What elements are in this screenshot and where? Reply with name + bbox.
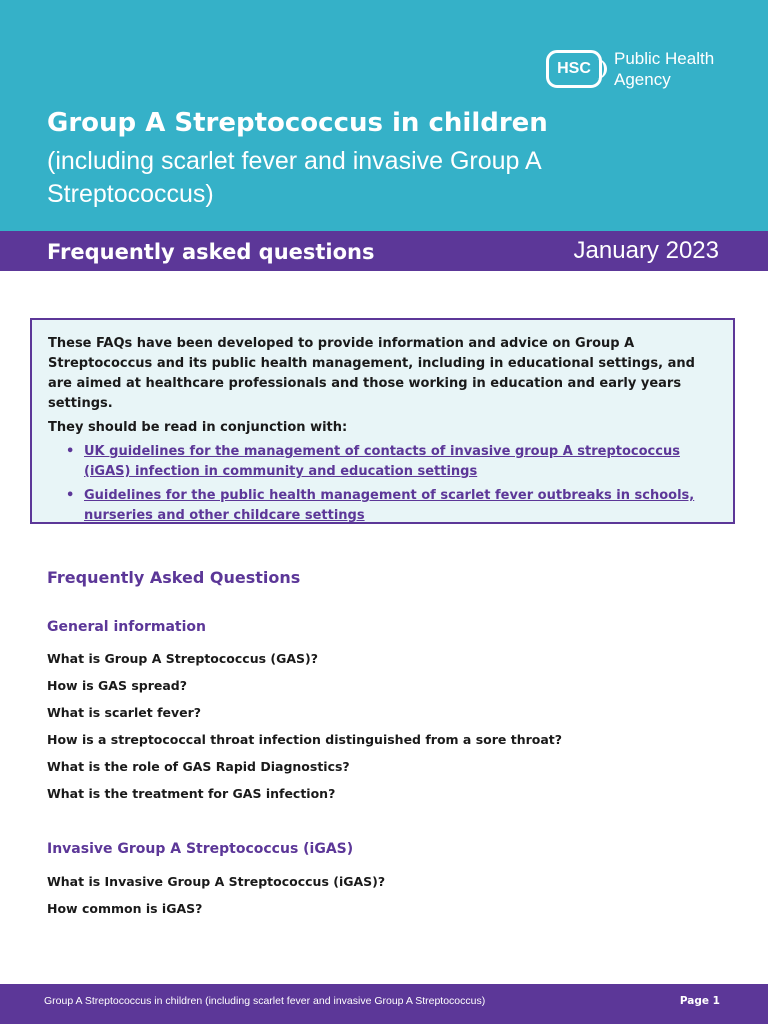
document-title: Group A Streptococcus in children <box>47 108 548 138</box>
general-question-list <box>47 650 562 812</box>
faq-section-title: Frequently Asked Questions <box>47 568 301 587</box>
bullet-icon: • <box>66 444 75 459</box>
intro-conjunction-text: They should be read in conjunction with: <box>48 420 348 435</box>
bullet-icon: • <box>66 488 75 503</box>
hsc-logo-mark: HSC <box>546 50 602 88</box>
list-item: How is a streptococcal throat infection distinguished from a sore throat? <box>47 732 563 747</box>
document-date: January 2023 <box>573 237 719 264</box>
list-item <box>48 486 719 526</box>
intro-box <box>30 318 735 524</box>
page-number: Page 1 <box>679 995 720 1007</box>
header-banner <box>0 0 768 231</box>
list-item: What is Group A Streptococcus (GAS)? <box>47 651 319 666</box>
list-item <box>48 442 719 482</box>
intro-paragraph: These FAQs have been developed to provide information and advice on Group A Streptococcus and its public health management, including in educational settings, and are aimed at healthcare professionals and those working in education and early years settings. <box>48 336 695 411</box>
footer-title: Group A Streptococcus in children (including scarlet fever and invasive Group A Streptococcus) <box>44 995 486 1007</box>
general-info-heading: General information <box>47 619 206 635</box>
document-subtitle: (including scarlet fever and invasive Group A Streptococcus) <box>47 147 541 208</box>
list-item: How is GAS spread? <box>47 678 187 693</box>
hsc-logo <box>546 48 714 90</box>
faq-banner-heading: Frequently asked questions <box>47 240 375 264</box>
list-item: What is scarlet fever? <box>47 705 202 720</box>
agency-name-line1: Public Health <box>614 49 715 68</box>
list-item: What is Invasive Group A Streptococcus (iGAS)? <box>47 874 386 889</box>
agency-name <box>614 48 714 90</box>
list-item: How common is iGAS? <box>47 901 203 916</box>
list-item: What is the role of GAS Rapid Diagnostics? <box>47 759 350 774</box>
guideline-link-scarlet-fever[interactable]: Guidelines for the public health management of scarlet fever outbreaks in schools, nurseries and other childcare settings <box>84 488 695 523</box>
list-item: What is the treatment for GAS infection? <box>47 786 336 801</box>
invasive-gas-heading: Invasive Group A Streptococcus (iGAS) <box>47 841 354 857</box>
invasive-question-list <box>47 873 385 927</box>
agency-name-line2: Agency <box>614 70 671 89</box>
guideline-link-igas[interactable]: UK guidelines for the management of contacts of invasive group A streptococcus (iGAS) infection in community and education settings <box>84 444 680 479</box>
guideline-links <box>48 442 719 526</box>
